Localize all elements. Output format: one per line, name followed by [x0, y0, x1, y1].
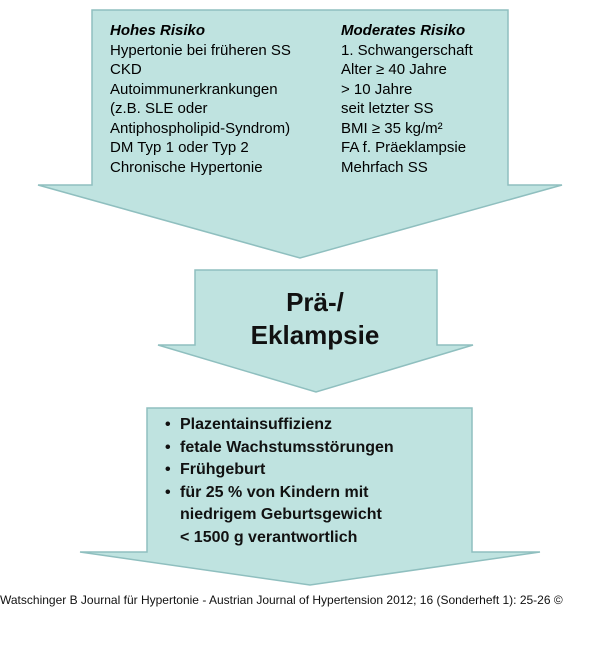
- moderate-risk-item: FA f. Präeklampsie: [341, 139, 467, 156]
- consequence-item: [165, 482, 394, 505]
- high-risk-item: Autoimmunerkrankungen: [110, 80, 278, 98]
- moderate-risk-item: > 10 Jahre: [341, 80, 413, 98]
- consequence-text: fetale Wachstumsstörungen: [180, 438, 394, 456]
- high-risk-item: (z.B. SLE oder: [110, 100, 208, 117]
- high-risk-item: Hypertonie bei früheren SS: [110, 41, 291, 59]
- consequence-text: < 1500 g verantwortlich: [180, 528, 358, 546]
- high-risk-column: [110, 21, 291, 177]
- condition-title-line1: Prä-/: [286, 287, 344, 317]
- high-risk-item: Chronische Hypertonie: [110, 158, 263, 176]
- consequences-list: [165, 414, 394, 549]
- condition-title-line2: Eklampsie: [250, 320, 380, 350]
- bullet-icon: •: [165, 416, 171, 433]
- consequence-text: niedrigem Geburtsgewicht: [180, 506, 382, 523]
- consequence-text: für 25 % von Kindern mit: [180, 483, 369, 501]
- moderate-risk-item: Alter ≥ 40 Jahre: [341, 61, 447, 78]
- consequence-item: [165, 414, 394, 437]
- moderate-risk-item: Mehrfach SS: [341, 158, 428, 176]
- consequence-item: [165, 459, 394, 482]
- moderate-risk-item: seit letzter SS: [341, 100, 434, 117]
- high-risk-item: Antiphospholipid-Syndrom): [110, 119, 291, 137]
- bullet-icon: •: [165, 438, 171, 456]
- bullet-icon: •: [165, 461, 171, 478]
- moderate-risk-column: [341, 21, 473, 177]
- moderate-risk-item: 1. Schwangerschaft: [341, 41, 473, 59]
- high-risk-item: CKD: [110, 61, 142, 78]
- bullet-icon: •: [165, 483, 171, 501]
- moderate-risk-heading: Moderates Risiko: [341, 22, 466, 39]
- consequence-item: [165, 437, 394, 460]
- source-caption: Watschinger B Journal für Hypertonie - Austrian Journal of Hypertension 2012; 16 (Sonderheft 1): 25-26 ©: [0, 593, 563, 607]
- high-risk-item: DM Typ 1 oder Typ 2: [110, 139, 249, 156]
- moderate-risk-item: BMI ≥ 35 kg/m²: [341, 119, 443, 137]
- consequence-item-continued: [165, 504, 394, 527]
- consequence-item-continued: [165, 527, 394, 550]
- consequence-text: Frühgeburt: [180, 461, 266, 478]
- high-risk-heading: Hohes Risiko: [110, 22, 206, 39]
- consequence-text: Plazentainsuffizienz: [180, 416, 333, 433]
